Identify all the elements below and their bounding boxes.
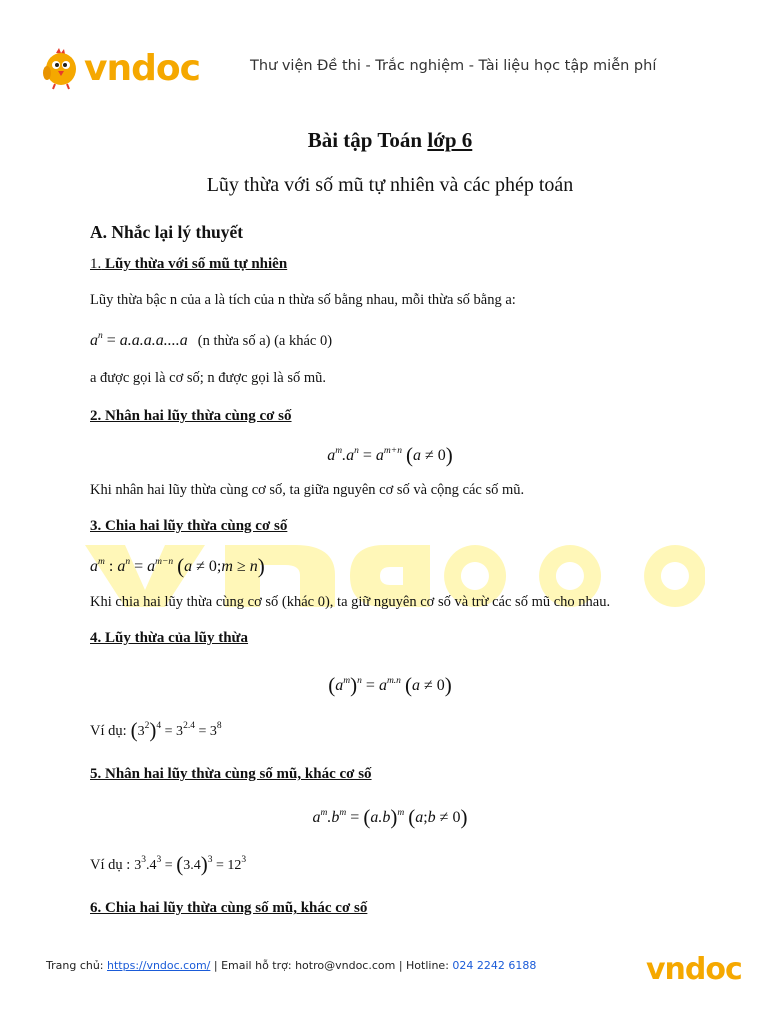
section-1-text2: a được gọi là cơ số; n được gọi là số mũ. (90, 370, 327, 386)
page-footer (0, 940, 768, 1000)
section-1-text: Lũy thừa bậc n của a là tích của n thừa số bằng nhau, mỗi thừa số bằng a: (90, 292, 516, 308)
header-tagline: Thư viện Đề thi - Trắc nghiệm - Tài liệu học tập miễn phí (250, 58, 657, 74)
chick-mascot-icon (42, 47, 82, 91)
section-a-heading: A. Nhắc lại lý thuyết (90, 222, 244, 242)
title-text: Bài tập Toán (307, 128, 423, 152)
section-2-heading: 2. Nhân hai lũy thừa cùng cơ số (90, 408, 292, 424)
section-1-number: 1. (90, 256, 102, 272)
section-5-example-label: Ví dụ : (90, 857, 131, 873)
section-5-formula: $a^m.b^m = (a.b)^m$ (a;b ≠ 0) (312, 805, 468, 829)
section-5-heading: 5. Nhân hai lũy thừa cùng số mũ, khác cơ số (90, 766, 372, 782)
section-6-heading: 6. Chia hai lũy thừa cùng số mũ, khác cơ số (90, 900, 368, 916)
section-5-example: Ví dụ : $3^3.4^3 = (3.4)^3 = 12^3$ (90, 852, 247, 876)
section-4-example-label: Ví dụ: (90, 723, 127, 739)
section-2-text: Khi nhân hai lũy thừa cùng cơ số, ta giữa nguyên cơ số và cộng các số mũ. (90, 482, 525, 498)
vndoc-logo[interactable] (42, 46, 200, 92)
title-link-text[interactable]: lớp 6 (427, 128, 473, 152)
section-1-heading (90, 256, 287, 273)
section-4-heading: 4. Lũy thừa của lũy thừa (90, 630, 249, 646)
footer-hotline[interactable]: 024 2242 6188 (452, 959, 537, 972)
section-4-example: Ví dụ: $(3^2)^4 = 3^{2.4} = 3^8$ (90, 718, 222, 742)
document-title (90, 128, 690, 153)
footer-contact (46, 959, 536, 972)
footer-home-label: Trang chủ: (46, 959, 104, 972)
section-3-formula: $a^m$ : $a^n = a^{m-n}$ (a ≠ 0;m ≥ n) (90, 554, 265, 578)
footer-email-label: | Email hỗ trợ: hotro@vndoc.com | Hotline: (213, 959, 449, 972)
footer-logo[interactable]: vndoc (646, 952, 742, 987)
section-1-formula: $a^n = a.a.a.a....a$ (n thừa số a) (a khác 0) (90, 330, 333, 349)
brand-name: vndoc (84, 48, 200, 89)
section-2-formula: $a^m.a^n = a^{m+n}$ (a ≠ 0) (327, 443, 453, 467)
document-subtitle: Lũy thừa với số mũ tự nhiên và các phép toán (206, 174, 574, 196)
section-1-formula-note: (n thừa số a) (a khác 0) (197, 333, 333, 349)
section-4-formula: $(a^m)^n = a^{m.n}$ (a ≠ 0) (328, 673, 452, 697)
section-3-heading: 3. Chia hai lũy thừa cùng cơ số (90, 518, 288, 534)
section-3-text: Khi chia hai lũy thừa cùng cơ số (khác 0), ta giữ nguyên cơ số và trừ các số mũ cho nhau. (90, 594, 611, 610)
footer-home-link[interactable]: https://vndoc.com/ (107, 959, 211, 972)
page-header (0, 0, 768, 100)
section-1-title: Lũy thừa với số mũ tự nhiên (105, 256, 288, 272)
